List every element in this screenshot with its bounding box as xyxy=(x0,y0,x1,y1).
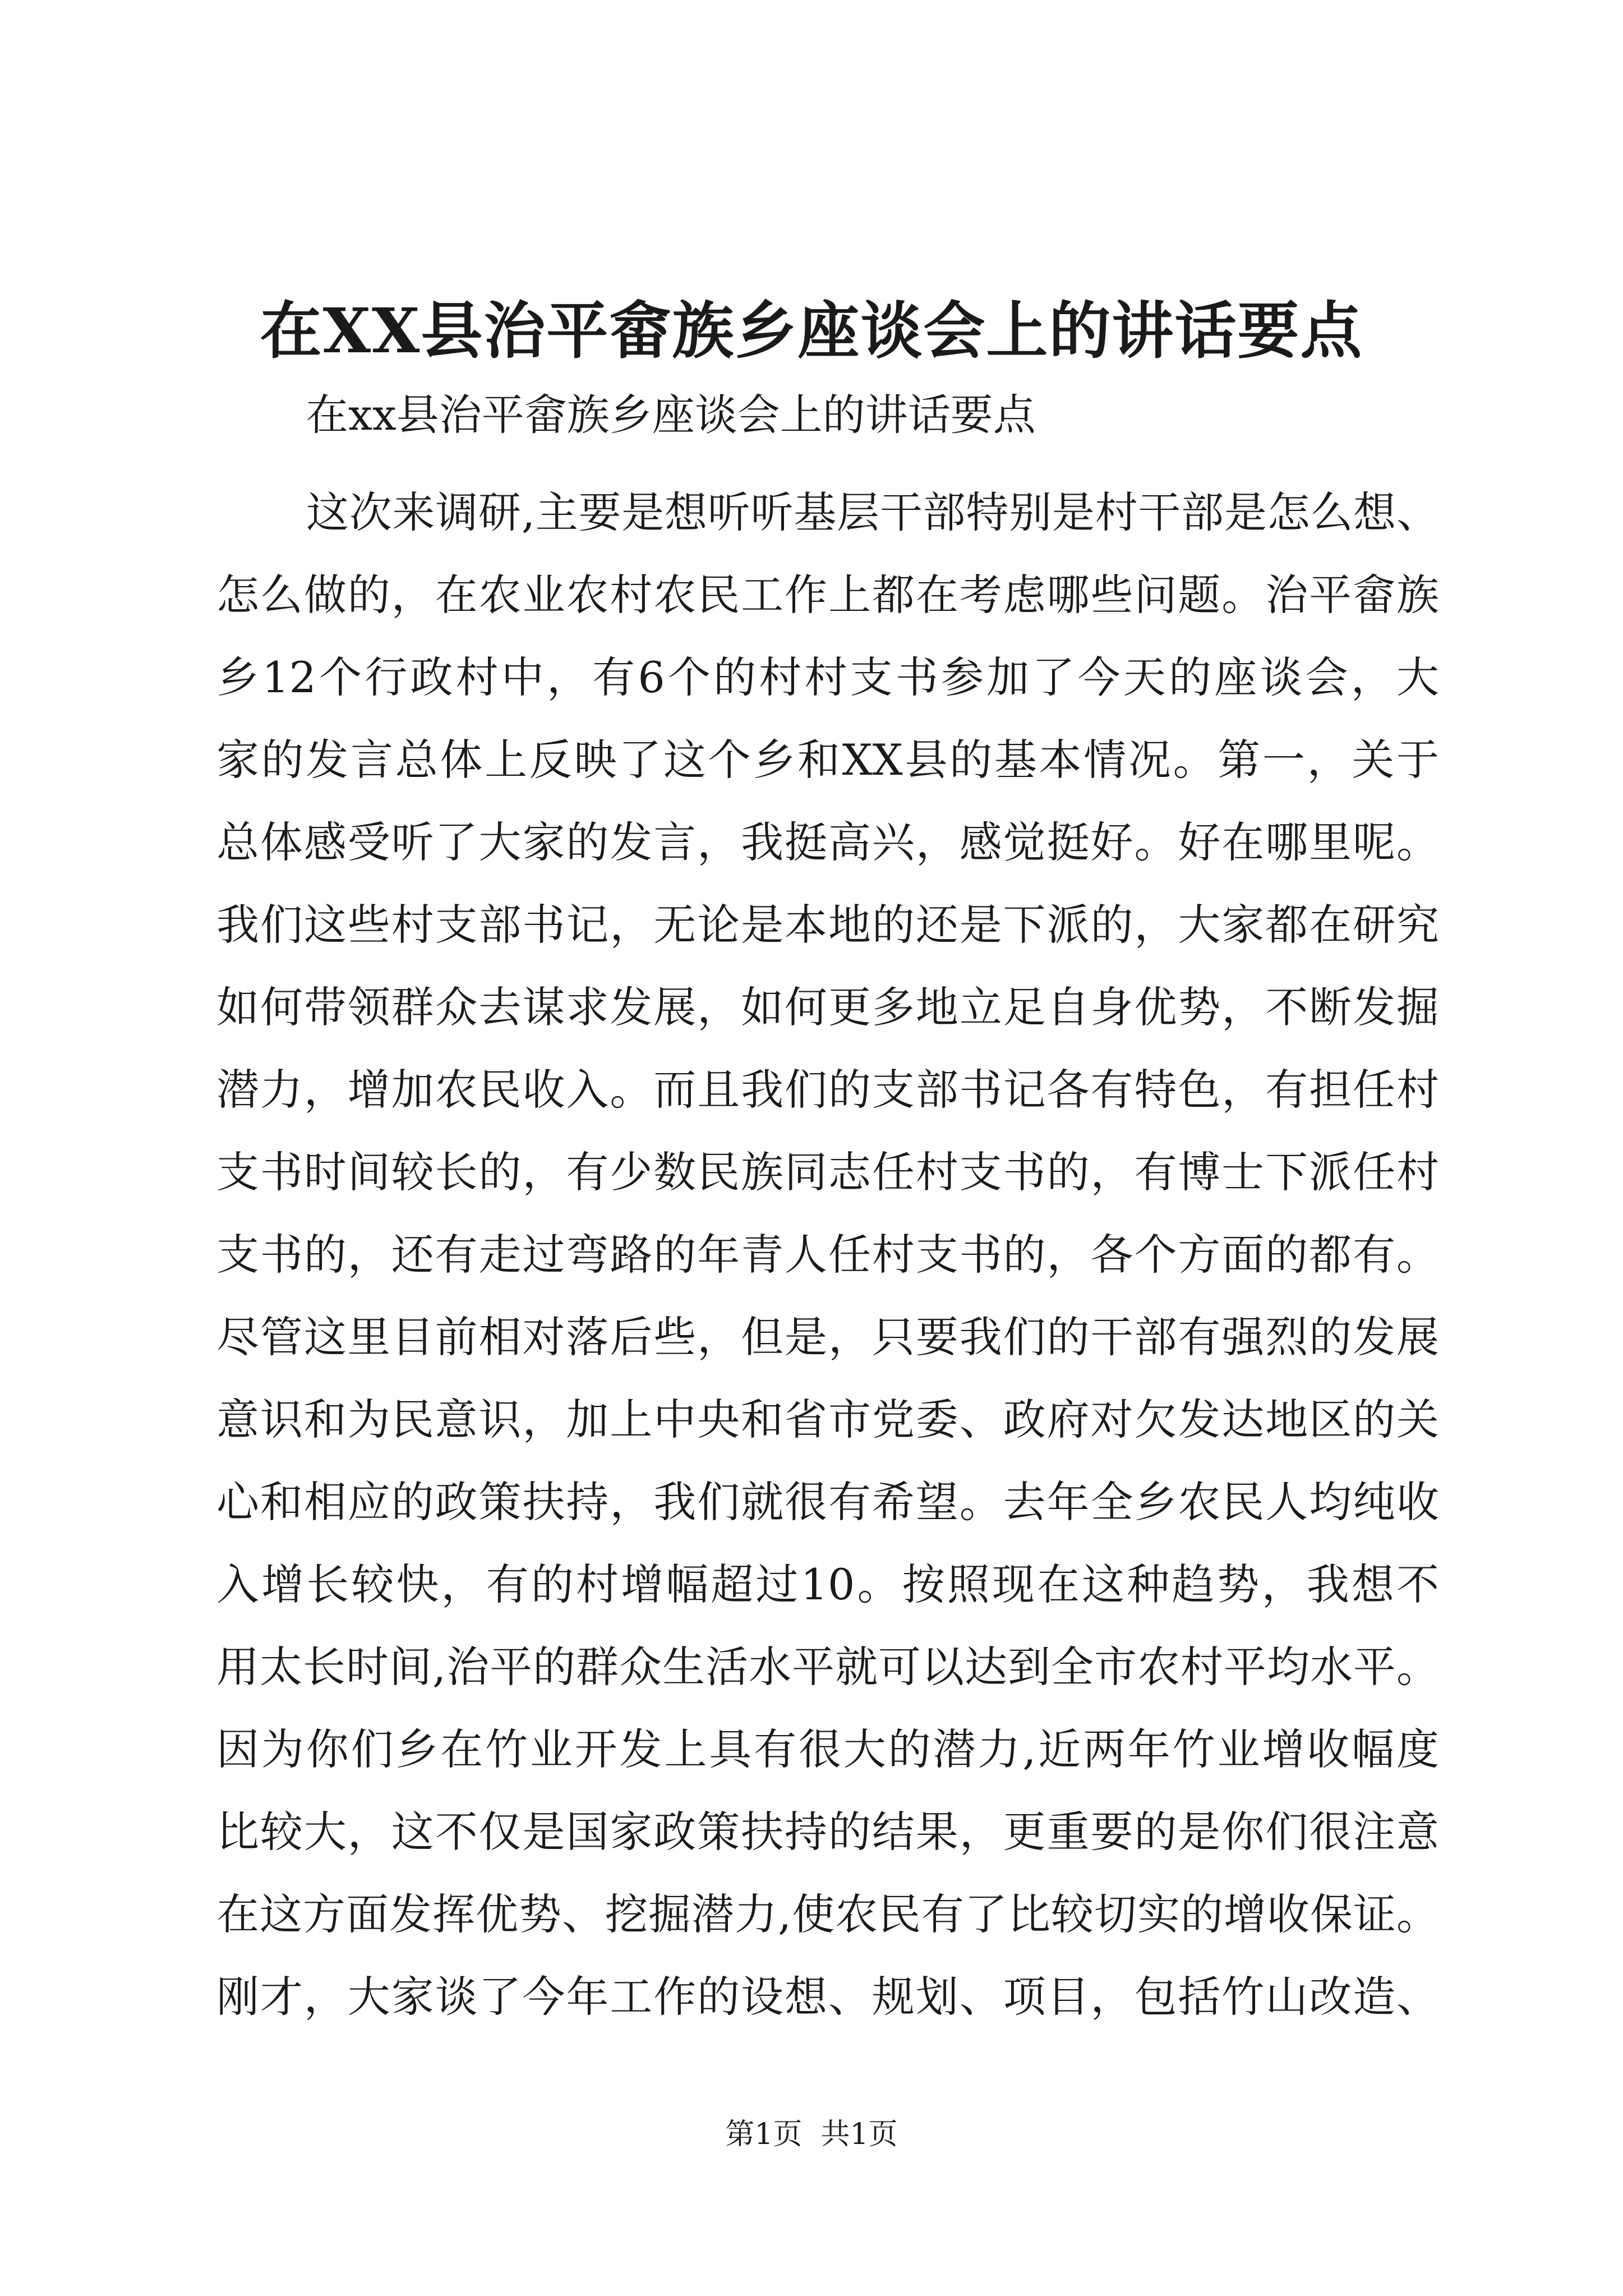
body-line: 支书时间较长的，有少数民族同志任村支书的，有博士下派任村 xyxy=(216,1147,1439,1197)
body-line: 总体感受听了大家的发言，我挺高兴，感觉挺好。好在哪里呢。 xyxy=(216,817,1439,867)
body-line: 这次来调研,主要是想听听基层干部特别是村干部是怎么想、 xyxy=(306,487,1439,537)
body-line: 在这方面发挥优势、挖掘潜力,使农民有了比较切实的增收保证。 xyxy=(216,1889,1439,1939)
body-line: 用太长时间,治平的群众生活水平就可以达到全市农村平均水平。 xyxy=(216,1642,1439,1692)
body-line: 支书的，还有走过弯路的年青人任村支书的，各个方面的都有。 xyxy=(216,1230,1439,1280)
body-line: 如何带领群众去谋求发展，如何更多地立足自身优势，不断发掘 xyxy=(216,982,1439,1032)
body-text xyxy=(216,471,1439,2038)
body-line: 尽管这里目前相对落后些，但是，只要我们的干部有强烈的发展 xyxy=(216,1312,1439,1362)
document-title: 在XX县治平畲族乡座谈会上的讲话要点 xyxy=(260,295,1363,367)
body-line: 我们这些村支部书记，无论是本地的还是下派的，大家都在研究 xyxy=(216,900,1439,950)
body-line: 意识和为民意识，加上中央和省市党委、政府对欠发达地区的关 xyxy=(216,1395,1439,1444)
document-subtitle: 在xx县治平畲族乡座谈会上的讲话要点 xyxy=(306,390,1036,440)
body-line: 乡12个行政村中，有6个的村村支书参加了今天的座谈会，大 xyxy=(216,652,1439,702)
page-footer: 第1页 共1页 xyxy=(725,2118,898,2151)
body-line: 家的发言总体上反映了这个乡和XX县的基本情况。第一，关于 xyxy=(216,735,1439,785)
body-line: 怎么做的，在农业农村农民工作上都在考虑哪些问题。治平畲族 xyxy=(216,570,1439,620)
body-line: 潜力，增加农民收入。而且我们的支部书记各有特色，有担任村 xyxy=(216,1065,1439,1115)
body-line: 心和相应的政策扶持，我们就很有希望。去年全乡农民人均纯收 xyxy=(216,1477,1439,1527)
body-line: 入增长较快，有的村增幅超过10。按照现在这种趋势，我想不 xyxy=(216,1559,1439,1609)
body-line: 比较大，这不仅是国家政策扶持的结果，更重要的是你们很注意 xyxy=(216,1807,1439,1857)
body-line: 刚才，大家谈了今年工作的设想、规划、项目，包括竹山改造、 xyxy=(216,1972,1439,2022)
body-line: 因为你们乡在竹业开发上具有很大的潜力,近两年竹业增收幅度 xyxy=(216,1724,1439,1774)
